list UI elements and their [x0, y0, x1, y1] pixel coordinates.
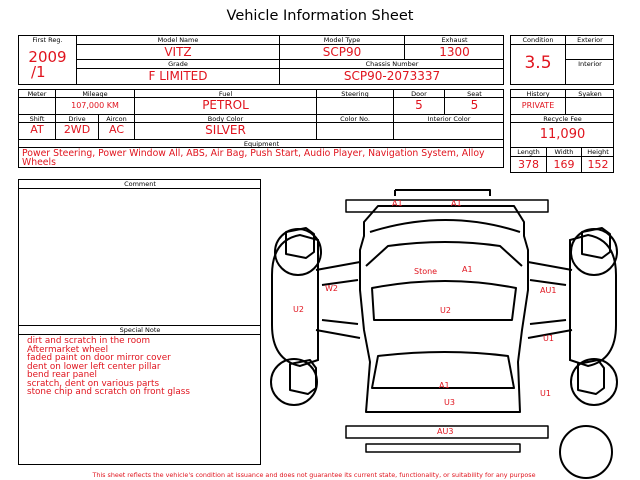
- height-label: Height: [587, 148, 609, 156]
- width-value: 169: [553, 158, 575, 171]
- fuel-value: PETROL: [202, 98, 249, 112]
- history-value: PRIVATE: [521, 101, 555, 110]
- interior-color-label: Interior Color: [427, 115, 471, 123]
- special-note-item: Aftermarket wheel: [27, 344, 109, 355]
- right-door-outline: [528, 262, 572, 338]
- model-type-value: SCP90: [322, 45, 362, 59]
- left-door-outline: [316, 262, 360, 338]
- fuel-label: Fuel: [218, 90, 233, 98]
- mark-u2-center: U2: [440, 306, 451, 315]
- body-color-label: Body Color: [207, 115, 244, 123]
- exhaust-value: 1300: [439, 45, 470, 59]
- first-reg-label: First Reg.: [32, 36, 63, 44]
- special-note-item: scratch, dent on various parts: [27, 378, 160, 389]
- door-value: 5: [415, 98, 423, 112]
- height-value: 152: [587, 158, 609, 171]
- seat-label: Seat: [467, 90, 482, 98]
- chassis-number-value: SCP90-2073337: [343, 69, 441, 83]
- mark-u1-upper: U1: [543, 334, 554, 343]
- recycle-fee-label: Recycle Fee: [543, 115, 582, 123]
- mark-a1-hood: A1: [462, 265, 473, 274]
- mark-a1-front-right: A1: [451, 199, 462, 208]
- length-value: 378: [518, 158, 539, 171]
- condition-label: Condition: [522, 36, 554, 44]
- door-label: Door: [411, 90, 427, 98]
- first-reg-month: /1: [31, 63, 46, 81]
- special-note-item: stone chip and scratch on front glass: [27, 387, 190, 397]
- mileage-value: 107,000 KM: [71, 101, 119, 110]
- model-name-value: VITZ: [164, 45, 192, 59]
- drive-value: 2WD: [63, 123, 91, 136]
- right-side-body: [570, 235, 616, 366]
- shift-value: AT: [30, 123, 44, 136]
- width-label: Width: [554, 148, 574, 156]
- equipment-value: Power Steering, Power Window All, ABS, Air Bag, Push Start, Audio Player, Navigation System, Alloy Wheels: [22, 148, 485, 168]
- grade-label: Grade: [168, 60, 188, 68]
- equipment-label: Equipment: [243, 140, 280, 148]
- car-body-outline: [360, 190, 528, 412]
- color-no-label: Color No.: [340, 115, 370, 123]
- first-reg-year: 2009: [28, 48, 67, 66]
- mark-a1-rear: A1: [439, 381, 450, 390]
- mark-au3: AU3: [437, 427, 454, 436]
- hood-outline: [370, 220, 520, 232]
- shift-label: Shift: [29, 115, 45, 123]
- steering-label: Steering: [341, 90, 369, 98]
- syaken-label: Syaken: [578, 90, 602, 98]
- comment-label: Comment: [124, 180, 156, 188]
- chassis-number-label: Chassis Number: [365, 60, 419, 68]
- disclaimer: This sheet reflects the vehicle's condition at issuance and does not guarantee its current state, functionality, or suitability for any purpose: [92, 471, 536, 479]
- mark-w2: W2: [325, 284, 338, 293]
- page-title: Vehicle Information Sheet: [226, 8, 414, 24]
- mark-u2-left: U2: [293, 305, 304, 314]
- special-note-item: dent on lower left center pillar: [27, 361, 161, 372]
- front-glass-outline: [366, 242, 522, 266]
- history-label: History: [526, 90, 550, 98]
- body-color-value: SILVER: [205, 123, 246, 137]
- rear-light-outline: [366, 444, 520, 452]
- mileage-label: Mileage: [82, 90, 108, 98]
- special-note-item: bend rear panel: [27, 370, 97, 380]
- recycle-fee-value: 11,090: [539, 127, 586, 142]
- drive-label: Drive: [68, 115, 86, 123]
- grade-value: F LIMITED: [148, 69, 208, 83]
- exterior-label: Exterior: [577, 36, 603, 44]
- special-note-item: dirt and scratch in the room: [27, 336, 151, 346]
- mark-u3: U3: [444, 398, 455, 407]
- aircon-value: AC: [108, 123, 124, 136]
- special-note-label: Special Note: [119, 326, 161, 334]
- special-note-item: faded paint on door mirror cover: [27, 353, 171, 363]
- mark-a1-front-left: A1: [392, 199, 403, 208]
- aircon-label: Aircon: [106, 115, 127, 123]
- spare-wheel-rear-left: [271, 359, 317, 405]
- exhaust-label: Exhaust: [441, 36, 468, 44]
- mark-u1-lower: U1: [540, 389, 551, 398]
- meter-label: Meter: [27, 90, 47, 98]
- length-label: Length: [517, 148, 540, 156]
- mark-stone: Stone: [414, 267, 438, 276]
- interior-label: Interior: [578, 60, 602, 68]
- mark-au1: AU1: [540, 286, 557, 295]
- seat-value: 5: [470, 98, 479, 112]
- model-type-label: Model Type: [323, 36, 361, 44]
- condition-grade: 3.5: [524, 53, 552, 73]
- model-name-label: Model Name: [157, 36, 199, 44]
